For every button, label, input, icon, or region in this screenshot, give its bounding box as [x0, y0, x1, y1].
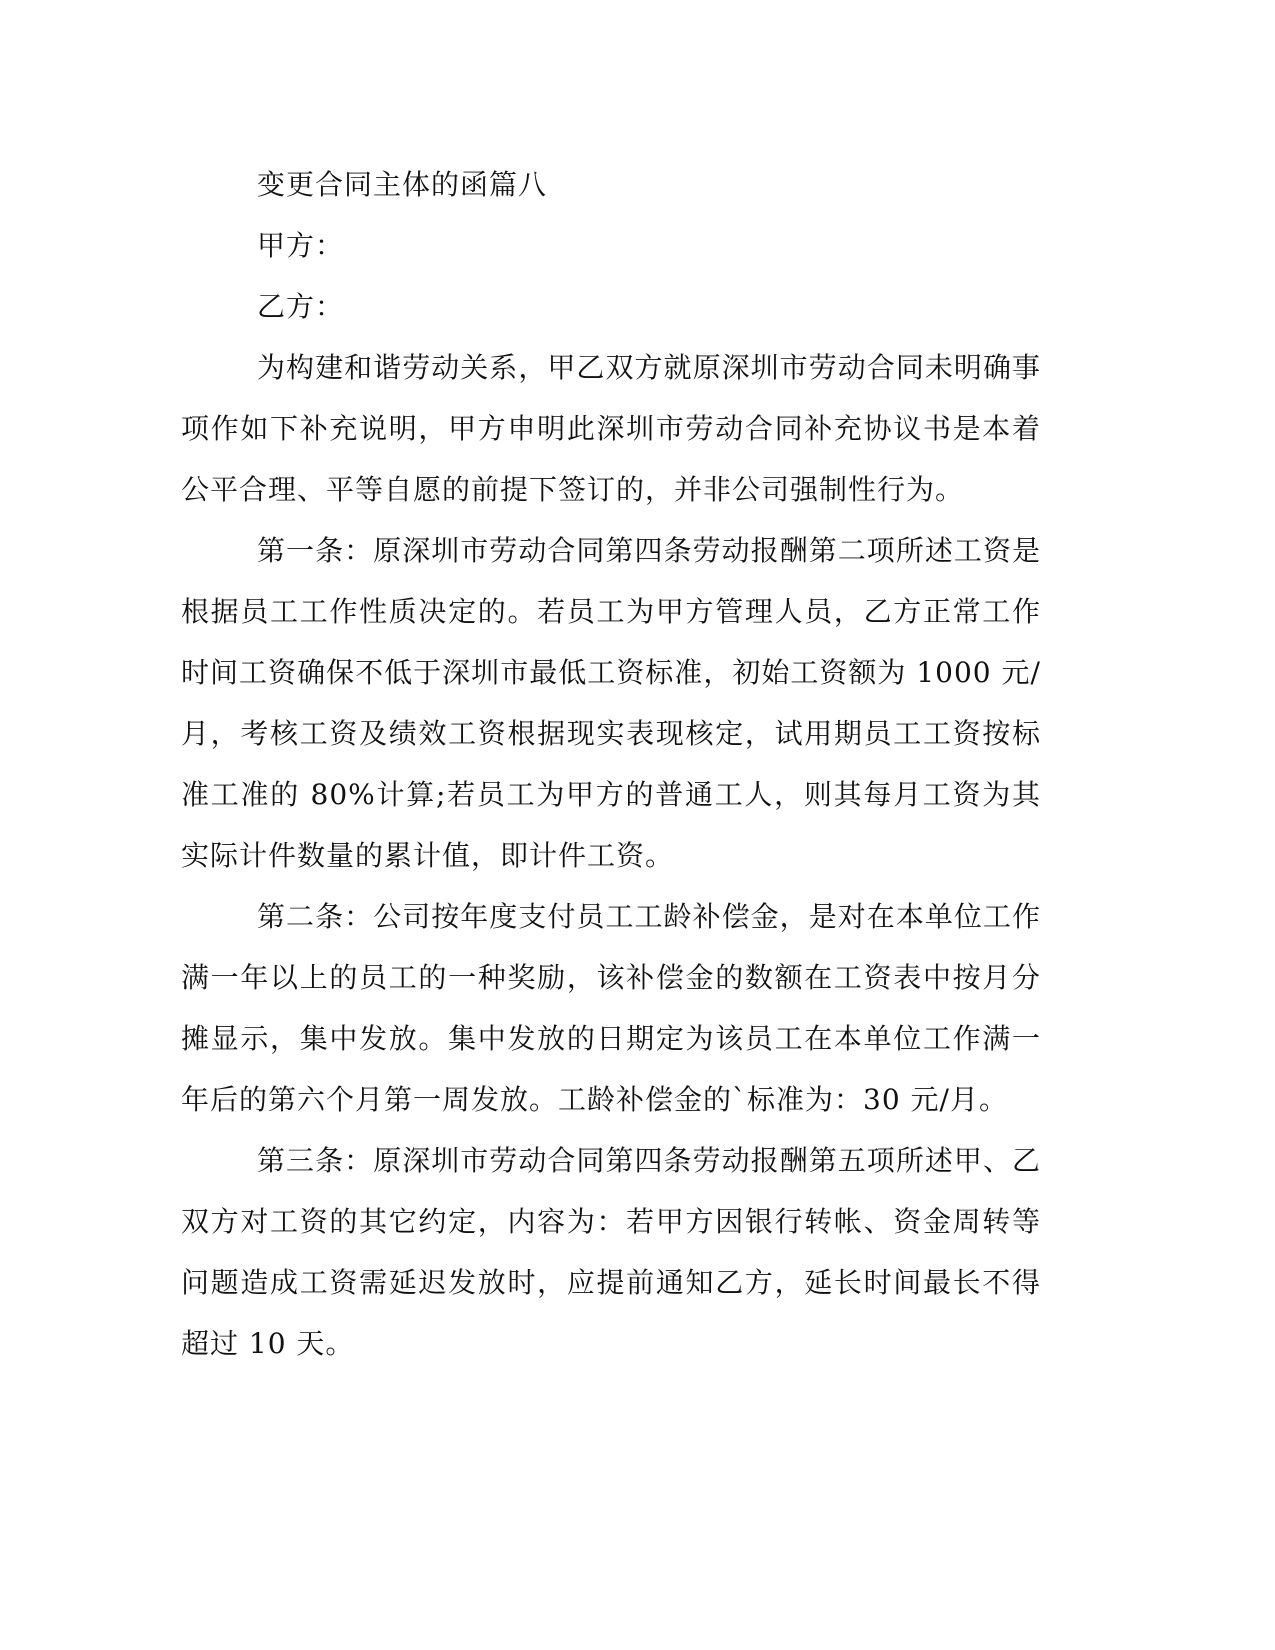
- document-body: [181, 154, 1041, 1374]
- intro-paragraph: 为构建和谐劳动关系，甲乙双方就原深圳市劳动合同未明确事项作如下补充说明，甲方申明此深圳市劳动合同补充协议书是本着公平合理、平等自愿的前提下签订的，并非公司强制性行为。: [181, 351, 1041, 506]
- party-b-line: 乙方：: [257, 290, 345, 323]
- article-one: 第一条：原深圳市劳动合同第四条劳动报酬第二项所述工资是根据员工工作性质决定的。若员工为甲方管理人员，乙方正常工作时间工资确保不低于深圳市最低工资标准，初始工资额为 1000 元/月，考核工资及绩效工资根据现实表现核定，试用期员工工资按标准工准的 80%计算;若员工为甲方的普通工人，则其每月工资为其实际计件数量的累计值，即计件工资。: [181, 534, 1041, 872]
- party-a-line: 甲方：: [257, 229, 345, 262]
- article-two: 第二条：公司按年度支付员工工龄补偿金，是对在本单位工作满一年以上的员工的一种奖励，该补偿金的数额在工资表中按月分摊显示，集中发放。集中发放的日期定为该员工在本单位工作满一年后的第六个月第一周发放。工龄补偿金的`标准为：30 元/月。: [181, 900, 1041, 1116]
- article-three: 第三条：原深圳市劳动合同第四条劳动报酬第五项所述甲、乙双方对工资的其它约定，内容为：若甲方因银行转帐、资金周转等问题造成工资需延迟发放时，应提前通知乙方，延长时间最长不得超过 10 天。: [181, 1144, 1041, 1360]
- document-title: 变更合同主体的函篇八: [257, 168, 548, 201]
